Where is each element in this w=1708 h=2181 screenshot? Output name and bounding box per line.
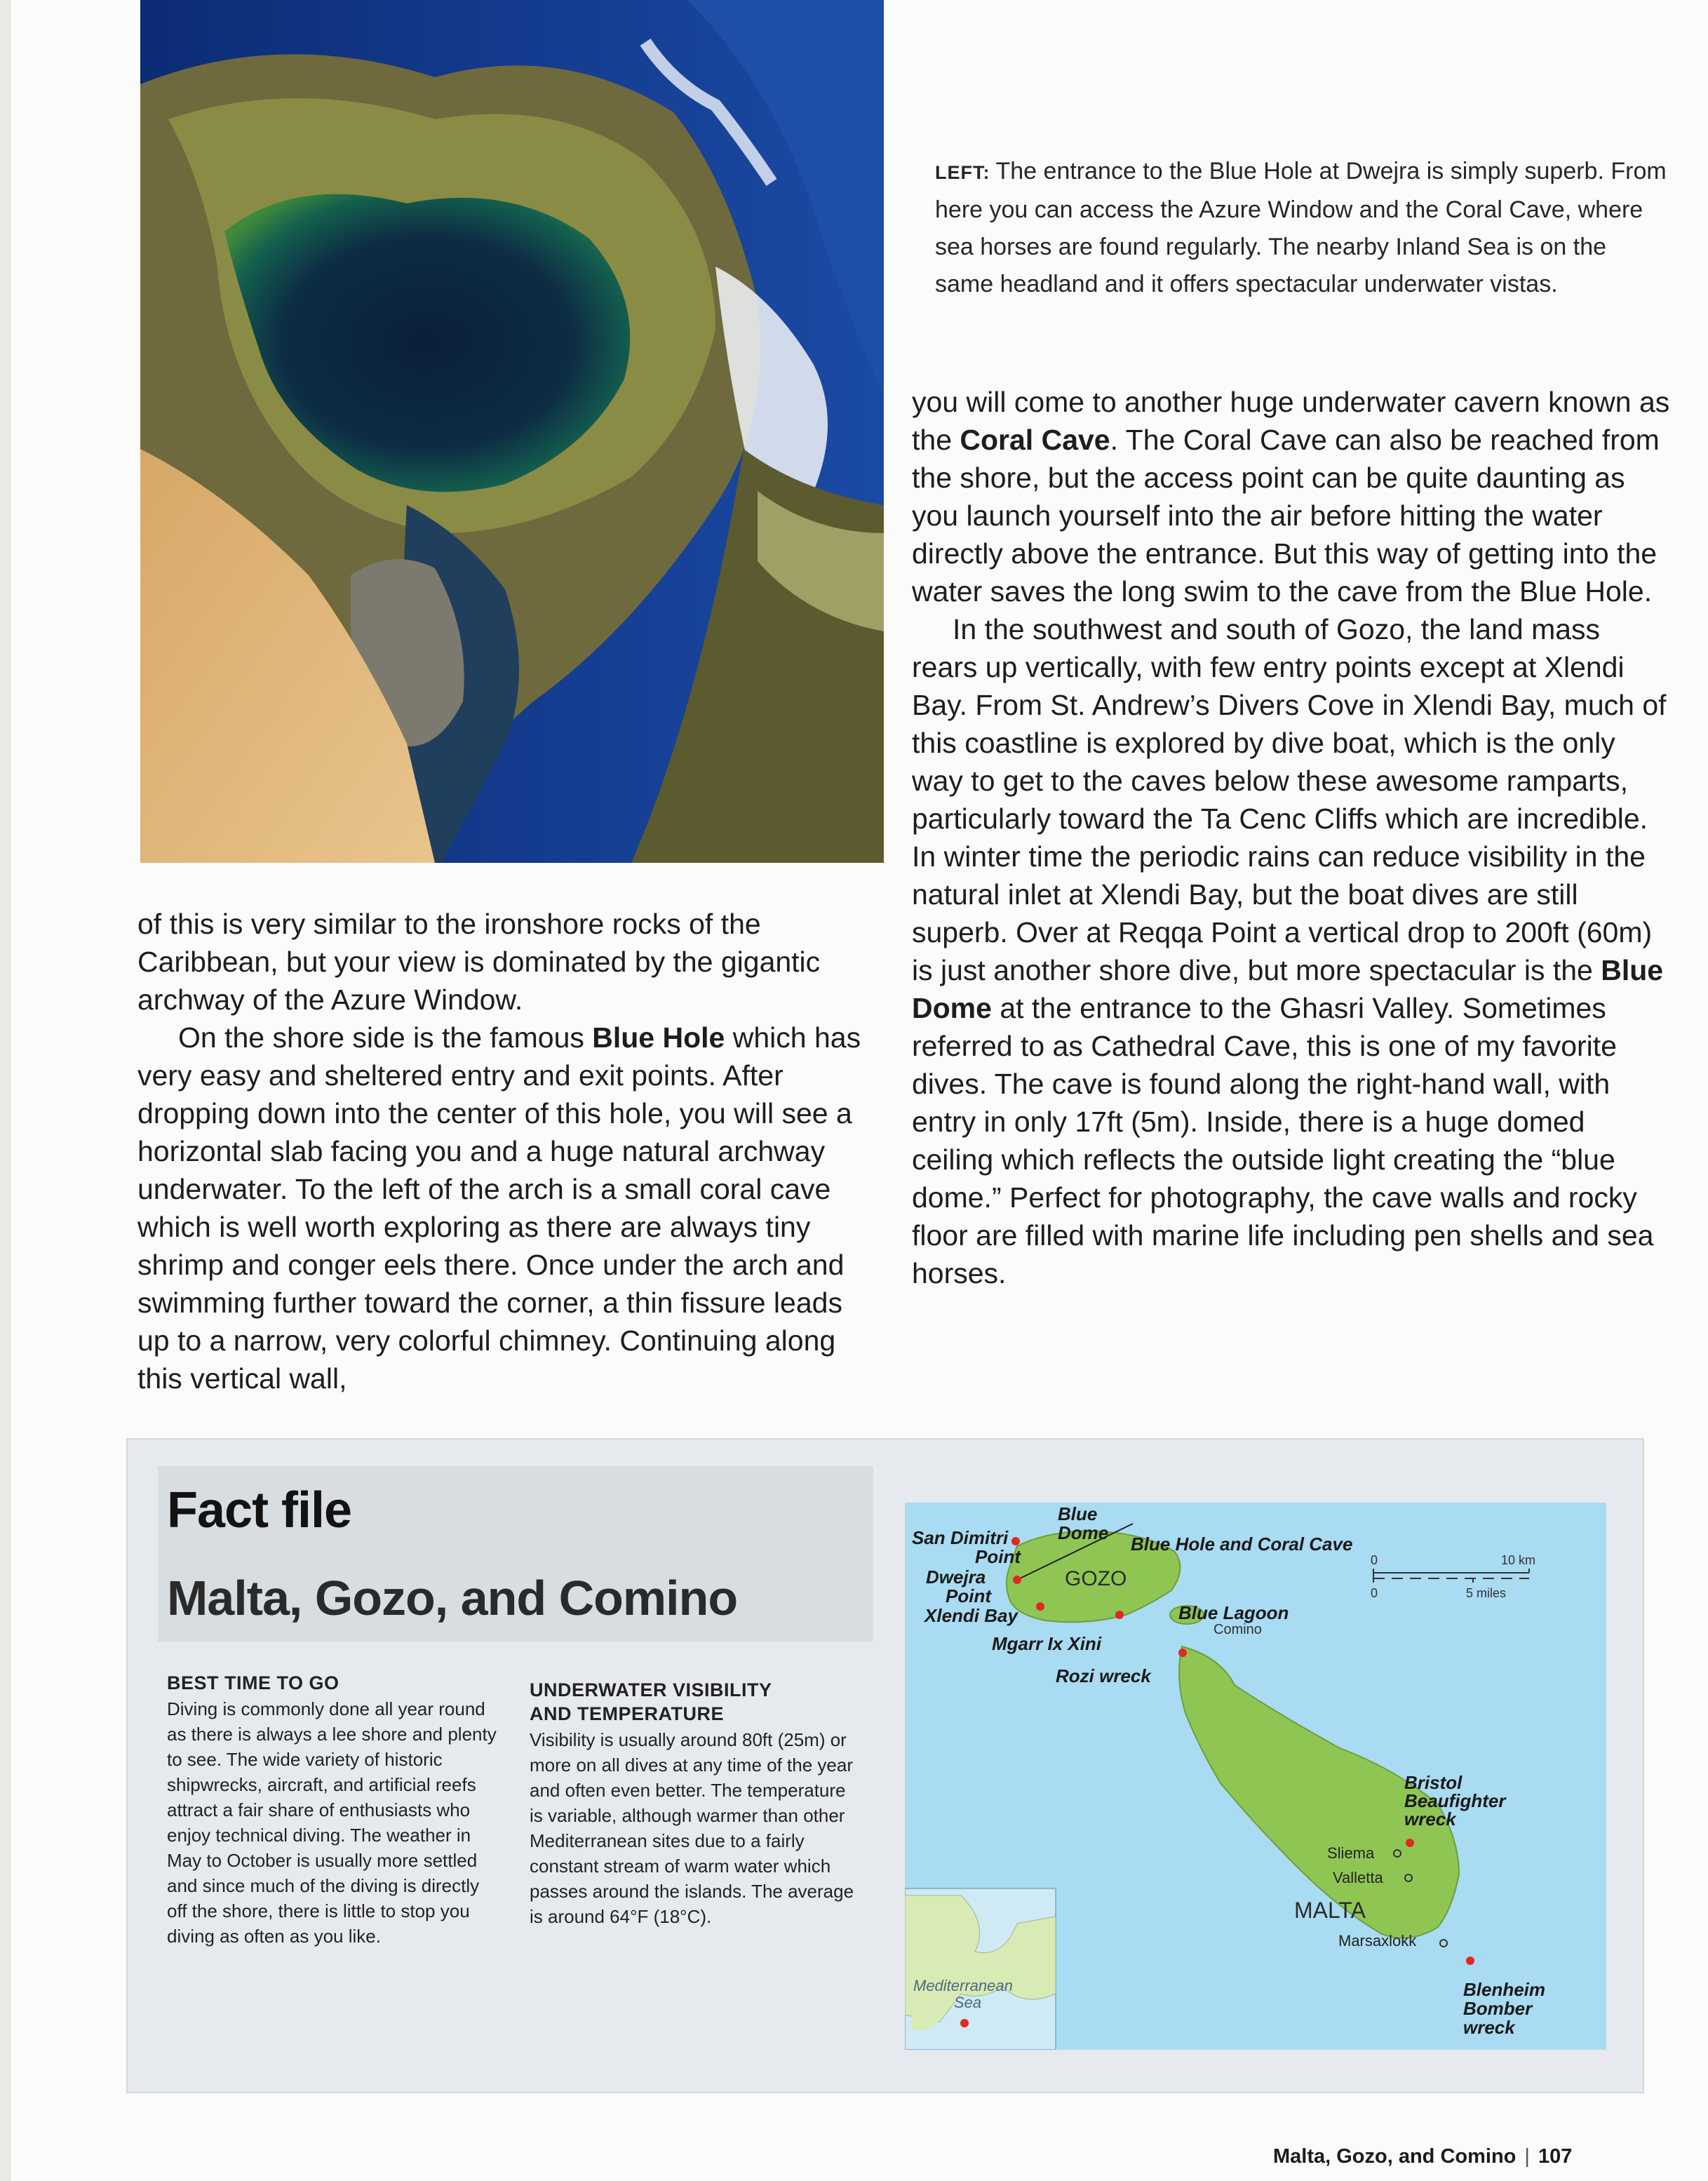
label-blenheim-2: Bomber — [1463, 1998, 1533, 2019]
best-time-section — [167, 1671, 497, 1949]
footer-separator: | — [1524, 2145, 1530, 2168]
inset-map — [905, 1888, 1056, 2050]
scale-km-zero: 0 — [1371, 1553, 1378, 1567]
scale-km-label: 10 km — [1501, 1553, 1536, 1567]
label-blenheim-3: wreck — [1463, 2017, 1515, 2038]
label-malta: MALTA — [1294, 1898, 1366, 1923]
inset-label-1: Mediterranean — [913, 1977, 1013, 1994]
caption-label: LEFT: — [935, 162, 990, 183]
rozi-marker — [1178, 1649, 1187, 1657]
label-valletta: Valletta — [1333, 1869, 1383, 1886]
label-comino: Comino — [1213, 1622, 1262, 1637]
bristol-marker — [1406, 1839, 1414, 1847]
scale-mi-zero: 0 — [1371, 1586, 1378, 1600]
label-mgarr: Mgarr Ix Xini — [992, 1633, 1102, 1654]
label-dwejra-2: Point — [946, 1585, 991, 1606]
right-p1-text-a: you will come to another huge underwater cavern known as the — [912, 386, 1670, 456]
visibility-section — [530, 1678, 863, 1929]
blenheim-marker — [1466, 1957, 1474, 1965]
label-san-dimitri-1: San Dimitri — [912, 1527, 1009, 1548]
visibility-text: Visibility is usually around 80ft (25m) or more on all dives at any time of the year and often even better. The temperature is variable, although warmer than other Mediterranean sites due to a fairly constant stream of warm water which passes around the islands. The average is around 64°F (18°C). — [530, 1729, 854, 1927]
right-p2-text-b: at the entrance to the Ghasri Valley. Sometimes referred to as Cathedral Cave, this is one of my favorite dives. The cave is found along the right-hand wall, with entry in only 17ft (5m). Inside, there is a huge domed ceiling which reflects the outside light creating the “blue dome.” Perfect for photography, the cave walls and rocky floor are filled with marine life including pen shells and sea horses. — [912, 992, 1654, 1289]
label-blue-hole: Blue Hole and Coral Cave — [1131, 1534, 1353, 1555]
left-paragraph-1: of this is very similar to the ironshore rocks of the Caribbean, but your view is dominated by the gigantic archway of the Azure Window. — [137, 908, 821, 1016]
label-blue-dome-1: Blue — [1058, 1503, 1098, 1524]
label-rozi: Rozi wreck — [1056, 1665, 1151, 1686]
page-binding-edge — [0, 0, 11, 2181]
right-paragraph-2 — [912, 610, 1673, 1292]
footer-title: Malta, Gozo, and Comino — [1273, 2145, 1517, 2168]
label-bristol-2: Beaufighter — [1404, 1790, 1506, 1811]
label-dwejra-1: Dwejra — [926, 1566, 986, 1588]
malta-map — [905, 1503, 1606, 2050]
photo-caption — [935, 153, 1668, 303]
mgarr-marker — [1115, 1611, 1124, 1619]
article-right-column — [912, 383, 1673, 1292]
label-san-dimitri-2: Point — [975, 1546, 1021, 1567]
xlendi-marker — [1036, 1602, 1044, 1611]
caption-text: The entrance to the Blue Hole at Dwejra is simply superb. From here you can access the Azure Window and the Coral Cave, where sea horses are found regularly. The nearby Inland Sea is on the same headland and it offers spectacular underwater vistas. — [935, 158, 1667, 297]
visibility-heading — [530, 1678, 863, 1726]
visibility-heading-line1: UNDERWATER VISIBILITY — [530, 1679, 772, 1700]
label-bristol-3: wreck — [1404, 1808, 1456, 1830]
coral-cave-term: Coral Cave — [960, 424, 1110, 456]
label-bristol-1: Bristol — [1404, 1772, 1462, 1793]
fact-file-title: Fact file — [167, 1482, 352, 1538]
fact-file-subtitle: Malta, Gozo, and Comino — [167, 1571, 738, 1625]
scale-mi-label: 5 miles — [1466, 1586, 1507, 1600]
right-p1-text-b: . The Coral Cave can also be reached from the shore, but the access point can be quite daunting as you launch yourself into the air before hitting the water directly above the entrance. But this way of getting into the water saves the long swim to the cave from the Blue Hole. — [912, 424, 1660, 608]
page-footer — [1273, 2145, 1572, 2168]
san-dimitri-marker — [1011, 1537, 1020, 1545]
dwejra-marker — [1013, 1576, 1021, 1584]
left-paragraph-2 — [137, 1019, 874, 1397]
visibility-heading-line2: AND TEMPERATURE — [530, 1703, 724, 1724]
best-time-text: Diving is commonly done all year round as there is always a lee shore and plenty to see. The wide variety of historic shipwrecks, aircraft, and artificial reefs attract a fair share of enthusiasts who enjoy technical diving. The weather in May to October is usually more settled and since much of the diving is directly off the shore, there is little to stop you diving as often as you like. — [167, 1698, 497, 1947]
blue-hole-photo — [140, 0, 884, 863]
left-p2-text-b: which has very easy and sheltered entry and exit points. After dropping down into the center of this hole, you will see a horizontal slab facing you and a huge natural archway underwater. To the left of the arch is a small coral cave which is well worth exploring as there are always tiny shrimp and conger eels there. Once under the arch and swimming further toward the corner, a thin fissure leads up to a narrow, very colorful chimney. Continuing along this vertical wall, — [137, 1021, 861, 1395]
blue-dome-term: Blue Dome — [912, 954, 1664, 1024]
label-blue-dome-2: Dome — [1058, 1522, 1109, 1543]
label-gozo: GOZO — [1065, 1567, 1127, 1590]
label-marsaxlokk: Marsaxlokk — [1338, 1932, 1417, 1950]
page-number: 107 — [1538, 2145, 1573, 2168]
right-p2-text-a: In the southwest and south of Gozo, the land mass rears up vertically, with few entry points except at Xlendi Bay. From St. Andrew’s Divers Cove in Xlendi Bay, much of this coastline is explored by dive boat, which is the only way to get to the caves below these awesome ramparts, particularly toward the Ta Cenc Cliffs which are incredible. In winter time the periodic rains can reduce visibility in the natural inlet at Xlendi Bay, but the boat dives are still superb. Over at Reqqa Point a vertical drop to 200ft (60m) is just another shore dive, but more spectacular is the — [912, 613, 1667, 986]
blue-hole-term: Blue Hole — [592, 1021, 725, 1054]
article-left-column — [137, 905, 874, 1397]
inset-label-2: Sea — [954, 1994, 982, 2011]
label-blenheim-1: Blenheim — [1463, 1979, 1546, 2000]
right-paragraph-1 — [912, 383, 1673, 610]
left-p2-text-a: On the shore side is the famous — [178, 1021, 593, 1054]
label-xlendi: Xlendi Bay — [924, 1605, 1018, 1626]
inset-marker — [960, 2019, 969, 2027]
label-sliema: Sliema — [1327, 1844, 1375, 1862]
best-time-heading: BEST TIME TO GO — [167, 1672, 339, 1693]
label-blue-lagoon: Blue Lagoon — [1178, 1602, 1289, 1623]
